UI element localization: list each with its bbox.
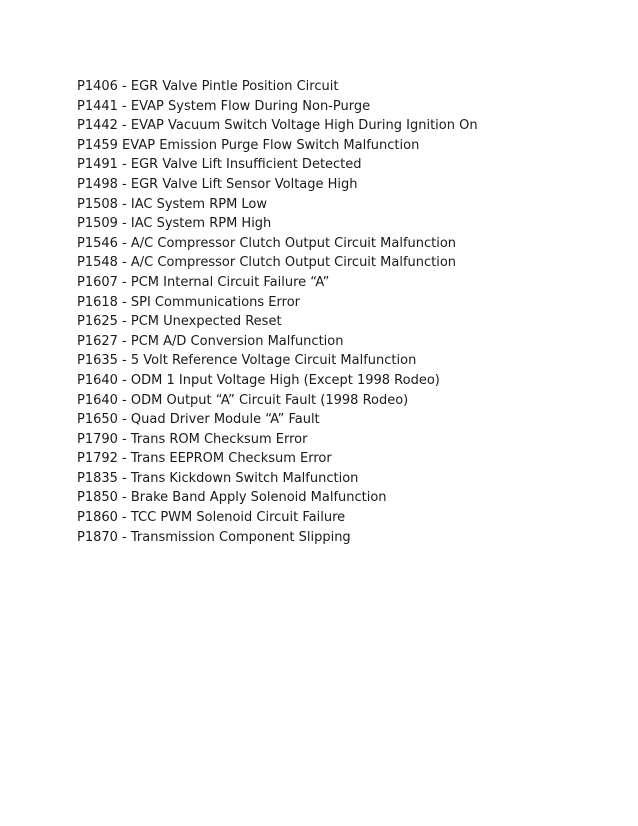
code-item: P1607 - PCM Internal Circuit Failure “A” — [77, 274, 330, 290]
code-item: P1508 - IAC System RPM Low — [77, 196, 268, 212]
code-item: P1635 - 5 Volt Reference Voltage Circuit Malfunction — [77, 353, 417, 369]
code-item: P1618 - SPI Communications Error — [77, 294, 300, 310]
code-item: P1441 - EVAP System Flow During Non-Purge — [77, 98, 371, 114]
code-item: P1835 - Trans Kickdown Switch Malfunction — [77, 470, 359, 486]
code-item: P1442 - EVAP Vacuum Switch Voltage High During Ignition On — [77, 118, 478, 134]
code-item: P1625 - PCM Unexpected Reset — [77, 314, 282, 330]
code-item: P1546 - A/C Compressor Clutch Output Circuit Malfunction — [77, 235, 457, 251]
code-item: P1792 - Trans EEPROM Checksum Error — [77, 451, 332, 467]
code-item: P1850 - Brake Band Apply Solenoid Malfunction — [77, 490, 387, 506]
code-item: P1650 - Quad Driver Module “A” Fault — [77, 412, 320, 428]
code-item: P1640 - ODM Output “A” Circuit Fault (1998 Rodeo) — [77, 392, 409, 408]
code-item: P1627 - PCM A/D Conversion Malfunction — [77, 333, 344, 349]
code-item: P1406 - EGR Valve Pintle Position Circuit — [77, 79, 339, 94]
code-item: P1491 - EGR Valve Lift Insufficient Detected — [77, 157, 362, 173]
code-item: P1870 - Transmission Component Slipping — [77, 529, 351, 545]
code-item: P1548 - A/C Compressor Clutch Output Circuit Malfunction — [77, 255, 457, 271]
code-item: P1860 - TCC PWM Solenoid Circuit Failure — [77, 510, 346, 526]
code-item: P1790 - Trans ROM Checksum Error — [77, 431, 308, 447]
code-item: P1459 EVAP Emission Purge Flow Switch Malfunction — [77, 137, 420, 153]
code-item: P1640 - ODM 1 Input Voltage High (Except 1998 Rodeo) — [77, 372, 440, 388]
code-item: P1498 - EGR Valve Lift Sensor Voltage High — [77, 176, 358, 192]
diagnostic-code-list — [77, 77, 617, 547]
code-item: P1509 - IAC System RPM High — [77, 216, 272, 232]
